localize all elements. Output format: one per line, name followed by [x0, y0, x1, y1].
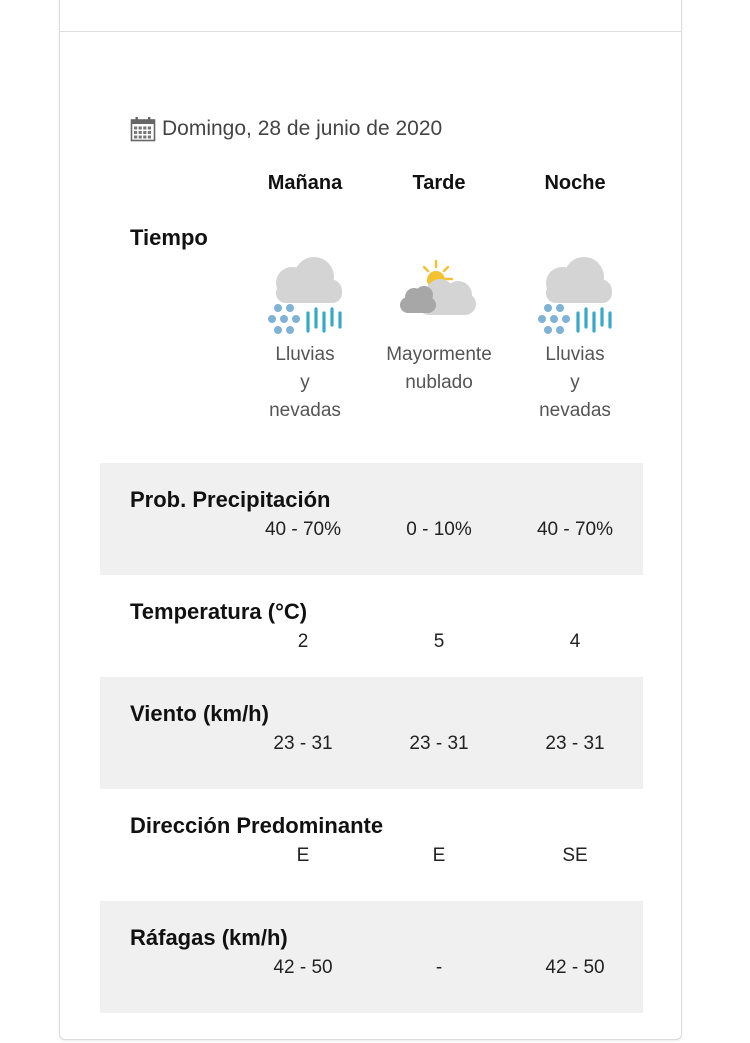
value-night: SE	[562, 845, 588, 866]
column-header-afternoon: Tarde	[412, 172, 466, 194]
value-afternoon: -	[435, 957, 443, 978]
snow-rain-icon	[260, 253, 350, 339]
value-night: 40 - 70%	[536, 519, 614, 540]
calendar-icon	[130, 116, 156, 142]
row-title: Ráfagas (km/h)	[130, 925, 288, 950]
column-header-night: Noche	[544, 172, 606, 194]
value-morning: 42 - 50	[273, 957, 333, 978]
value-night: 23 - 31	[545, 733, 605, 754]
row-title: Viento (km/h)	[130, 701, 269, 726]
value-afternoon: 0 - 10%	[406, 519, 472, 540]
value-night: 42 - 50	[545, 957, 605, 978]
desc-line: nevadas	[539, 400, 611, 421]
weather-morning	[235, 253, 375, 425]
desc-line: Lluvias	[545, 344, 605, 365]
row-title: Dirección Predominante	[130, 813, 384, 838]
weather-desc-morning	[235, 341, 375, 425]
divider	[60, 31, 681, 32]
weather-afternoon	[369, 253, 509, 397]
desc-line: Lluvias	[275, 344, 335, 365]
value-morning: 2	[297, 631, 309, 652]
value-morning: E	[296, 845, 310, 866]
weather-desc-night	[505, 341, 645, 425]
row-direction	[100, 789, 643, 901]
weather-night	[505, 253, 645, 425]
weather-title: Tiempo	[130, 225, 208, 250]
row-title: Temperatura (°C)	[130, 599, 308, 624]
mostly-cloudy-icon	[394, 253, 484, 339]
row-precipitation	[100, 463, 643, 575]
row-gusts	[100, 901, 643, 1013]
value-night: 4	[569, 631, 581, 652]
snow-rain-icon	[530, 253, 620, 339]
date-header	[130, 114, 442, 144]
weather-desc-afternoon	[369, 341, 509, 397]
date-text: Domingo, 28 de junio de 2020	[162, 117, 443, 140]
forecast-card	[59, 0, 682, 1040]
desc-line: y	[300, 372, 310, 393]
desc-line: Mayormente	[386, 344, 492, 365]
value-afternoon: 23 - 31	[409, 733, 469, 754]
value-morning: 23 - 31	[273, 733, 333, 754]
desc-line: nublado	[405, 372, 473, 393]
row-wind	[100, 677, 643, 789]
column-header-morning: Mañana	[267, 172, 343, 194]
row-title: Prob. Precipitación	[130, 487, 331, 512]
value-afternoon: E	[432, 845, 446, 866]
desc-line: nevadas	[269, 400, 341, 421]
desc-line: y	[570, 372, 580, 393]
value-morning: 40 - 70%	[264, 519, 342, 540]
row-temperature	[100, 575, 643, 687]
value-afternoon: 5	[433, 631, 445, 652]
